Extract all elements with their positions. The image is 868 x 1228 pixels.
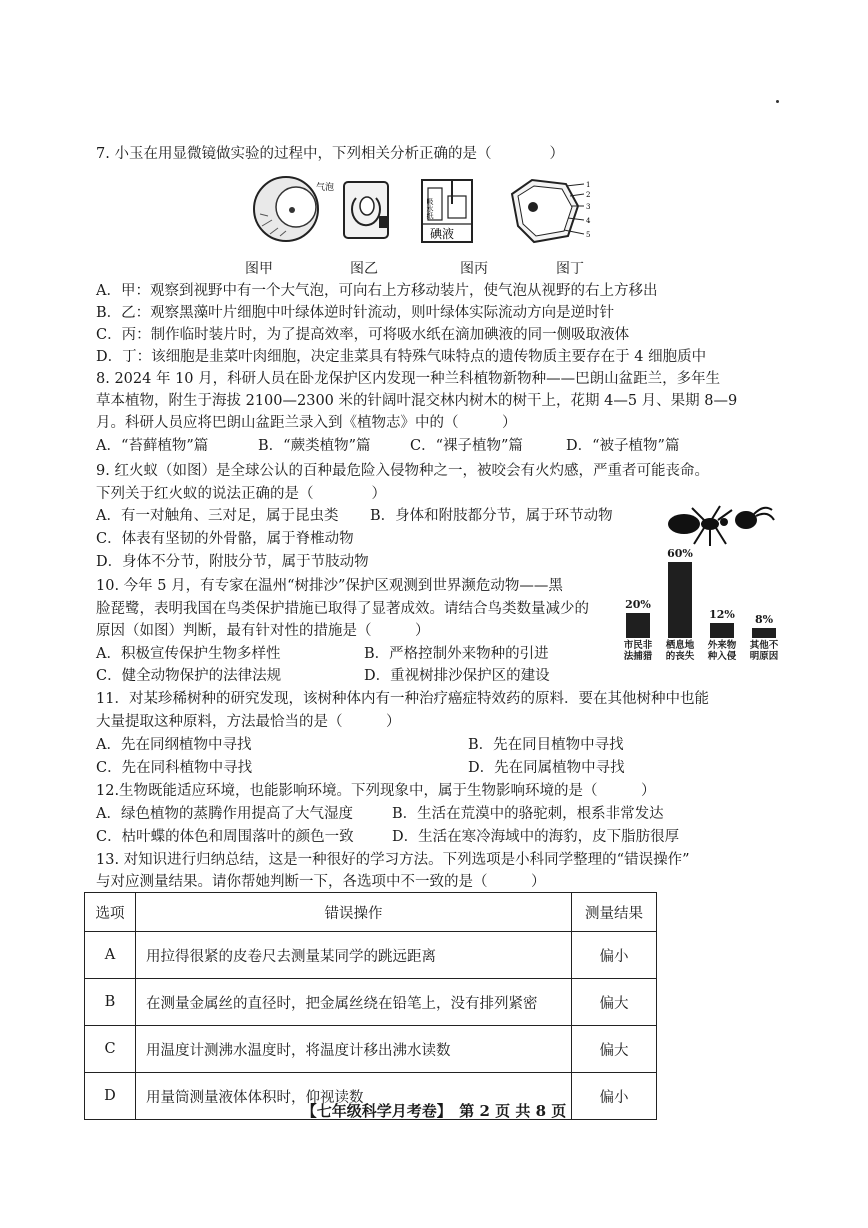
paper-label: 吸水纸 [426,198,434,219]
row-option: C [85,1026,136,1073]
cell-num-5: 5 [586,231,591,239]
cell-num-2: 2 [586,191,591,199]
iodine-label: 碘液 [430,227,455,241]
q9-line-1: 9. 红火蚁（如图）是全球公认的百种最危险入侵物种之一，被咬会有火灼感，严重者可能丧命。 [96,463,709,479]
fig-label-jia: 图甲 [245,261,273,277]
q9-line-2: 下列关于红火蚁的说法正确的是（ ） [96,486,386,502]
q8-line-3: 月。科研人员应将巴朗山盆距兰录入到《植物志》中的（ ） [96,415,517,431]
row-result: 偏大 [572,979,657,1026]
row-option: B [85,979,136,1026]
row-operation: 用量筒测量液体体积时，仰视读数 [136,1073,572,1120]
chart-value-label: 20% [625,597,651,611]
chart-bar [668,562,692,638]
q8-option-d: D．“被子植物”篇 [566,438,680,454]
table-row [85,1026,657,1073]
chart-category-label: 栖息地 的丧失 [665,640,695,662]
chart-category-label: 外来物 种入侵 [707,640,737,662]
q10-line-3: 原因（如图）判断，最有针对性的措施是（ ） [96,623,430,639]
bubble-label: 气泡 [316,183,335,193]
table-row [85,979,657,1026]
cell-num-3: 3 [586,203,591,211]
chart-bar [752,628,776,638]
row-result: 偏小 [572,932,657,979]
table-row [85,932,657,979]
fire-ant-image [664,500,776,550]
chart-category-label: 市民非 法捕猎 [623,640,653,662]
q9-option-d: D．身体不分节，附肢分节，属于节肢动物 [96,554,369,570]
q13-table [84,892,657,1120]
q8-option-a: A．“苔藓植物”篇 [96,438,209,454]
fig-label-yi: 图乙 [350,261,378,277]
q13-line-2: 与对应测量结果。请你帮她判断一下，各选项中不一致的是（ ） [96,874,546,890]
fig-label-ding: 图丁 [556,261,584,277]
row-result: 偏大 [572,1026,657,1073]
q10-line-2: 脸琵鹭，表明我国在鸟类保护措施已取得了显著成效。请结合鸟类数量减少的 [96,601,589,617]
q9-option-a: A．有一对触角、三对足，属于昆虫类 [96,508,339,524]
q11-option-b: B．先在同目植物中寻找 [468,737,624,753]
row-operation: 在测量金属丝的直径时，把金属丝绕在铅笔上，没有排列紧密 [136,979,572,1026]
q8-option-c: C．“裸子植物”篇 [410,438,523,454]
row-operation: 用温度计测沸水温度时，将温度计移出沸水读数 [136,1026,572,1073]
figure-jia-microscope-view [254,177,334,241]
q10-option-d: D．重视树排沙保护区的建设 [364,668,550,684]
header-result: 测量结果 [572,893,657,932]
q9-option-c: C．体表有坚韧的外骨骼，属于脊椎动物 [96,531,354,547]
q12-option-a: A．绿色植物的蒸腾作用提高了大气湿度 [96,806,353,822]
chart-bar [710,623,734,638]
q13-line-1: 13. 对知识进行归纳总结，这是一种很好的学习方法。下列选项是小科同学整理的“错误操作” [96,852,690,868]
page-footer: 【七年级科学月考卷】 第 2 页 共 8 页 [301,1102,567,1120]
q8-option-b: B．“蕨类植物”篇 [258,438,371,454]
q11-line-2: 大量提取这种原料，方法最恰当的是（ ） [96,714,401,730]
speck [776,100,779,103]
q7-stem: 7. 小玉在用显微镜做实验的过程中，下列相关分析正确的是（ ） [96,146,564,162]
cell-num-4: 4 [586,217,591,225]
q11-line-1: 11．对某珍稀树种的研究发现，该树种体内有一种治疗癌症特效药的原料．要在其他树种中也能 [96,691,709,707]
cell-num-1: 1 [586,181,591,189]
table-header-row [85,893,657,932]
q7-option-c: C．丙：制作临时装片时，为了提高效率，可将吸水纸在滴加碘液的同一侧吸取液体 [96,327,630,343]
row-option: D [85,1073,136,1120]
q8-line-2: 草本植物，附生于海拔 2100—2300 米的针阔叶混交林内树木的树干上，花期 4—5 月、果期 8—9 [96,393,738,409]
q7-option-b: B．乙：观察黑藻叶片细胞中叶绿体逆时针流动，则叶绿体实际流动方向是逆时针 [96,305,615,321]
figure-bing-slide [422,180,472,242]
q7-option-a: A．甲：观察到视野中有一个大气泡，可向右上方移动装片，使气泡从视野的右上方移出 [96,283,658,299]
q7-figures [250,176,600,248]
row-option: A [85,932,136,979]
q10-option-b: B．严格控制外来物种的引进 [364,646,549,662]
chart-value-label: 60% [667,547,693,560]
q9-option-b: B．身体和附肢都分节，属于环节动物 [370,508,613,524]
header-option: 选项 [85,893,136,932]
figure-ding-plant-cell [512,180,591,242]
chart-bar [626,613,650,638]
chart-value-label: 8% [754,612,774,626]
q12-option-d: D．生活在寒冷海域中的海豹，皮下脂肪很厚 [392,829,680,845]
chart-value-label: 12% [709,607,735,621]
q11-option-d: D．先在同属植物中寻找 [468,760,625,776]
q10-option-a: A．积极宣传保护生物多样性 [96,646,281,662]
figure-yi-chloroplast [344,182,388,238]
q8-line-1: 8. 2024 年 10 月，科研人员在卧龙保护区内发现一种兰科植物新物种——巴朗山盆距兰，多年生 [96,371,721,387]
q10-line-1: 10. 今年 5 月，有专家在温州“树排沙”保护区观测到世界濒危动物——黑 [96,578,563,594]
q12-option-c: C．枯叶蝶的体色和周围落叶的颜色一致 [96,829,354,845]
chart-category-label: 其他不 明原因 [749,640,779,662]
header-operation: 错误操作 [136,893,572,932]
q12-stem: 12.生物既能适应环境，也能影响环境。下列现象中，属于生物影响环境的是（ ） [96,783,656,799]
row-result: 偏小 [572,1073,657,1120]
q10-option-c: C．健全动物保护的法律法规 [96,668,282,684]
q11-option-c: C．先在同科植物中寻找 [96,760,253,776]
q12-option-b: B．生活在荒漠中的骆驼刺，根系非常发达 [392,806,664,822]
q7-option-d: D．丁：该细胞是韭菜叶肉细胞，决定韭菜具有特殊气味特点的遗传物质主要存在于 4 细胞质中 [96,349,707,365]
fig-label-bing: 图丙 [460,261,488,277]
bird-decline-bar-chart [620,547,790,670]
q11-option-a: A．先在同纲植物中寻找 [96,737,252,753]
row-operation: 用拉得很紧的皮卷尺去测量某同学的跳远距离 [136,932,572,979]
